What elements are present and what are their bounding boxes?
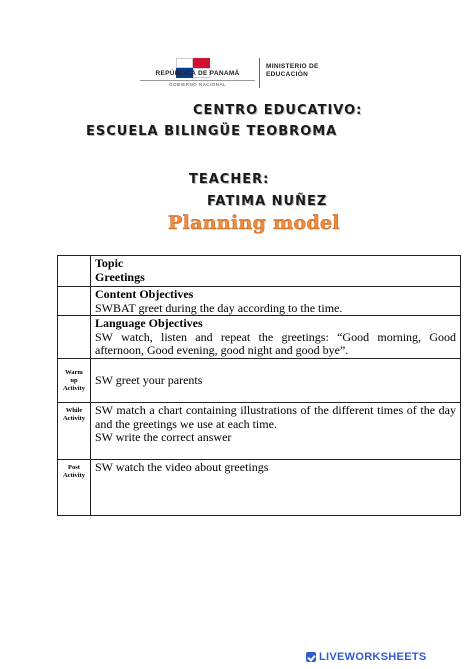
content-value: SWBAT greet during the day according to the time. xyxy=(95,300,343,315)
logo-divider xyxy=(259,58,260,88)
row-label xyxy=(58,287,91,316)
post-label-line: Post xyxy=(68,464,80,471)
while-cell xyxy=(91,403,461,460)
language-value: SW watch, listen and repeat the greetings: “Good morning, Good afternoon, Good evening, good night and good bye”. xyxy=(95,329,456,357)
content-objectives-cell xyxy=(91,287,461,316)
post-label xyxy=(58,460,91,516)
while-label xyxy=(58,403,91,460)
while-label-line: While xyxy=(65,407,83,414)
ministry-line-1: MINISTERIO DE xyxy=(266,63,319,70)
teacher-label: TEACHER: xyxy=(189,172,270,187)
warmup-label-line: up xyxy=(70,376,78,384)
warmup-label-line: Activity xyxy=(62,384,86,392)
school-name: ESCUELA BILINGÜE TEOBROMA xyxy=(86,124,338,139)
liveworksheets-logo[interactable] xyxy=(306,651,427,663)
table-row xyxy=(58,403,461,460)
topic-value: Greetings xyxy=(95,269,145,284)
liveworksheets-icon xyxy=(306,652,316,662)
row-label xyxy=(58,256,91,287)
language-objectives-cell xyxy=(91,316,461,359)
topic-label: Topic xyxy=(95,256,124,270)
content-label: Content Objectives xyxy=(95,287,194,301)
topic-cell xyxy=(91,256,461,287)
while-value-2: SW write the correct answer xyxy=(95,430,232,444)
language-label: Language Objectives xyxy=(95,316,203,330)
post-cell xyxy=(91,460,461,516)
warmup-value: SW greet your parents xyxy=(95,373,203,388)
ministry-label xyxy=(266,63,319,79)
table-row xyxy=(58,316,461,359)
table-row xyxy=(58,256,461,287)
while-label-line: Activity xyxy=(62,415,86,422)
table-row xyxy=(58,287,461,316)
while-value-1: SW match a chart containing illustrations of the different times of the day and the greetings we use at each time. xyxy=(95,403,456,431)
warmup-label-line: Warm xyxy=(65,368,83,376)
post-label-line: Activity xyxy=(62,472,86,479)
school-label: CENTRO EDUCATIVO: xyxy=(193,103,363,118)
table-row xyxy=(58,460,461,516)
divider xyxy=(140,80,255,81)
planning-table xyxy=(57,255,461,516)
post-value: SW watch the video about greetings xyxy=(95,460,269,474)
warmup-cell xyxy=(91,359,461,403)
gov-name: REPÚBLICA DE PANAMÁ xyxy=(155,70,240,77)
ministry-line-2: EDUCACIÓN xyxy=(266,71,309,78)
teacher-name: FATIMA NUÑEZ xyxy=(207,194,328,209)
gov-sub: GOBIERNO NACIONAL xyxy=(168,82,226,87)
page-title: Planning model xyxy=(168,212,340,234)
table-row xyxy=(58,359,461,403)
brand-label: LIVEWORKSHEETS xyxy=(319,651,427,663)
row-label xyxy=(58,316,91,359)
warmup-label xyxy=(58,359,91,403)
